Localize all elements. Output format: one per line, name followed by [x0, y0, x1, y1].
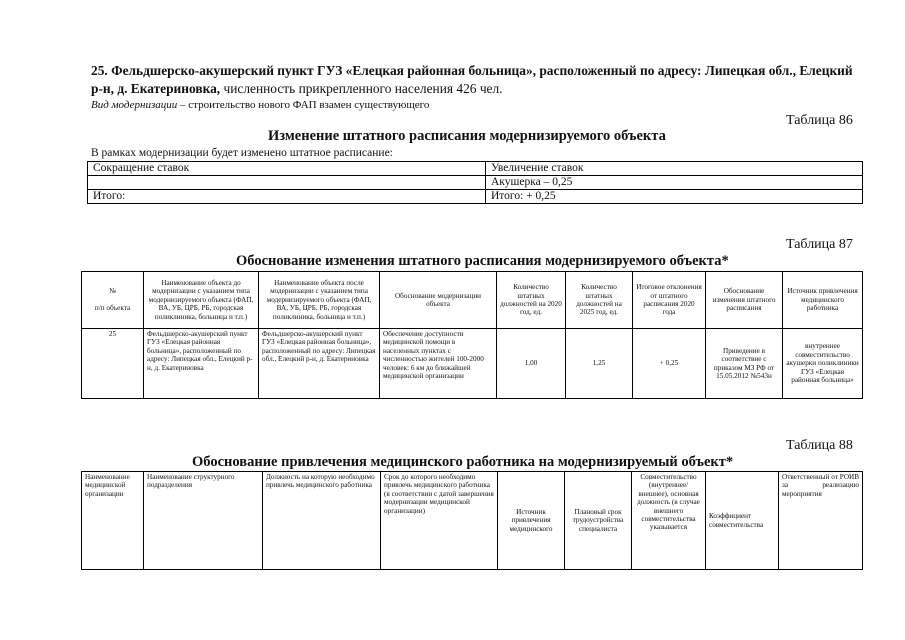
table86-col-reduction: Сокращение ставок	[88, 162, 486, 176]
table86-cell-midwife: Акушерка – 0,25	[486, 176, 863, 190]
table88	[81, 471, 863, 570]
modernization-type-text: – строительство нового ФАП взамен существующего	[177, 99, 430, 111]
table86-note: В рамках модернизации будет изменено штатное расписание:	[91, 147, 393, 159]
table87-cell-justification: Обеспечение доступности медицинской помощи в населенных пунктах с численностью жителей 100-2000 человек: 6 км до ближайшей медицинской организации	[380, 329, 497, 399]
table86	[87, 161, 863, 204]
table87-cell-change-reason: Приведение в соответствие с приказом МЗ РФ от 15.05.2012 №543н	[706, 329, 783, 399]
table87-cell-deviation: + 0,25	[633, 329, 706, 399]
table87-header-number: № п/п объекта	[82, 272, 144, 329]
modernization-type	[91, 99, 429, 111]
table86-total-right: Итого: + 0,25	[486, 190, 863, 204]
table87-cell-after: Фельдшерско-акушерский пункт ГУЗ «Елецкая районная больница», расположенный по адресу: Липецкая обл., Елецкий р-н, д. Екатериновка	[259, 329, 380, 399]
table87-header-before: Наименование объекта до модернизации с указанием типа модернизируемого объекта (ФАП, ВА, УБ, ЦРБ, РБ, городская поликлиника, больница и т.п.)	[144, 272, 259, 329]
table88-header-responsible: Ответственный от РОИВ за реализацию мероприятия	[779, 472, 863, 570]
table86-total-left: Итого:	[88, 190, 486, 204]
table88-header-employment-term: Плановый срок трудоустройства специалиста	[565, 472, 632, 570]
table87-header-source: Источник привлечения медицинского работника	[783, 272, 863, 329]
table87-header-deviation: Итоговое отклонения от штатного расписания 2020 года	[633, 272, 706, 329]
table88-header-deadline: Срок до которого необходимо привлечь медицинского работника (в соответствии с датой завершения модернизации медицинской организации)	[381, 472, 498, 570]
table86-col-increase: Увеличение ставок	[486, 162, 863, 176]
table87	[81, 271, 863, 399]
section-heading-population: численность прикрепленного населения 426 чел.	[220, 81, 503, 96]
modernization-type-label: Вид модернизации	[91, 99, 178, 111]
table88-header-source: Источник привлечения медицинского	[498, 472, 565, 570]
table88-header-organization: Наименование медицинской организации	[82, 472, 144, 570]
table87-header-staff-2020: Количество штатных должностей на 2020 год, ед.	[497, 272, 566, 329]
table88-header-coefficient: Коэффициент совместительства	[706, 472, 779, 570]
table86-label: Таблица 86	[786, 113, 853, 128]
section-heading	[91, 62, 861, 98]
section-heading-bold: 25. Фельдшерско-акушерский пункт ГУЗ «Елецкая районная больница», расположенный по адресу: Липецкая обл., Елецкий р-н, д. Екатериновка,	[91, 63, 853, 96]
table87-label: Таблица 87	[786, 237, 853, 252]
table88-header-subdivision: Наименование структурного подразделения	[144, 472, 263, 570]
table87-title: Обоснование изменения штатного расписания модернизируемого объекта*	[236, 253, 729, 269]
table88-title: Обоснование привлечения медицинского работника на модернизируемый объект*	[192, 454, 734, 470]
table87-header-staff-2025: Количество штатных должностей на 2025 год, ед.	[566, 272, 633, 329]
table87-header-change-reason: Обоснование изменения штатного расписания	[706, 272, 783, 329]
table87-cell-staff-2025: 1,25	[566, 329, 633, 399]
table87-header-justification: Обоснование модернизации объекта	[380, 272, 497, 329]
table87-cell-number: 25	[82, 329, 144, 399]
table88-label: Таблица 88	[786, 438, 853, 453]
table87-cell-before: Фельдшерско-акушерский пункт ГУЗ «Елецкая районная больница», расположенный по адресу: Липецкая обл., Елецкий р-н, д. Екатериновка	[144, 329, 259, 399]
table86-title: Изменение штатного расписания модернизируемого объекта	[268, 128, 666, 144]
table87-header-after: Наименование объекта после модернизации с указанием типа модернизируемого объекта (ФАП, ВА, УБ, ЦРБ, РБ, городская поликлиника, больница и т.п.)	[259, 272, 380, 329]
table86-cell-empty	[88, 176, 486, 190]
table87-cell-source: внутреннее совместительство акушерки поликлиники ГУЗ «Елецкая районная больница»	[783, 329, 863, 399]
table88-header-combination: Совместительство (внутреннее/внешнее), основная должность (в случае внешнего совместительства указывается	[632, 472, 706, 570]
table87-cell-staff-2020: 1,00	[497, 329, 566, 399]
table88-header-position: Должность на которую необходимо привлечь медицинского работника	[263, 472, 381, 570]
